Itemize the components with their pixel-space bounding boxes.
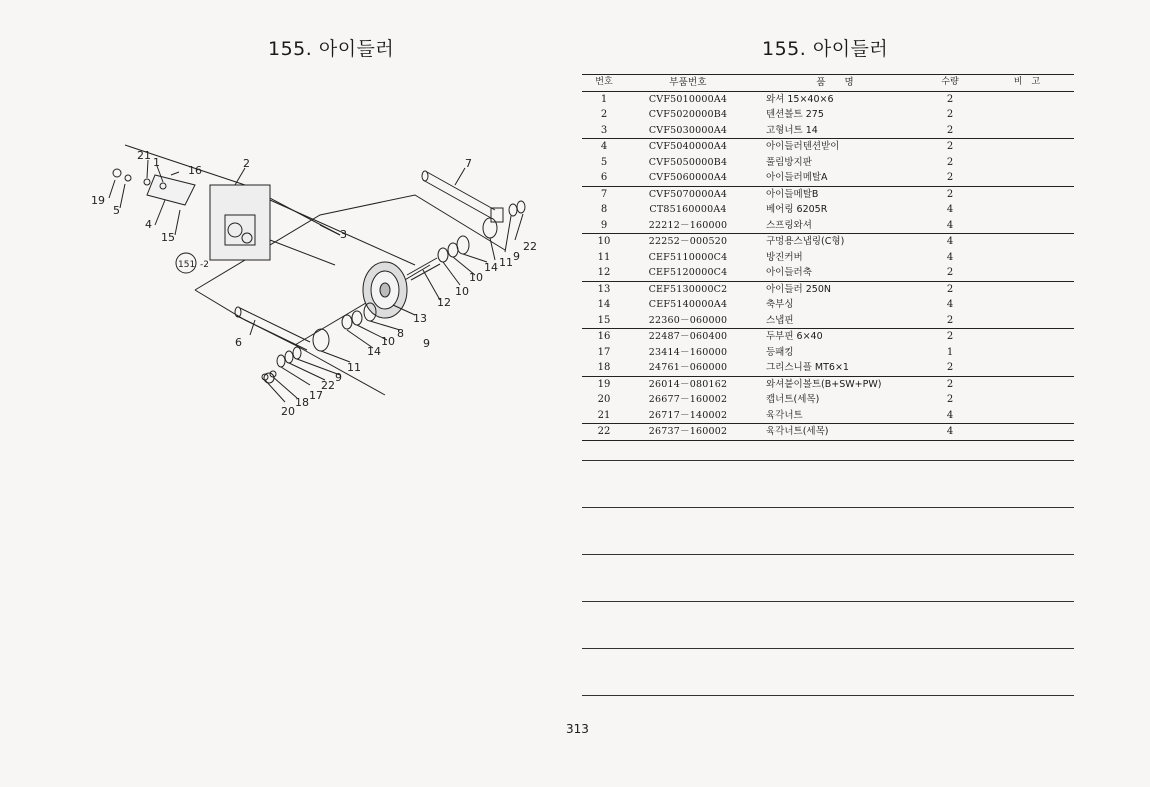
callout-18: 18: [295, 396, 309, 409]
cell-name: 아이들러텐션받이: [766, 141, 840, 152]
cell-part-no: 22252－000520: [648, 236, 728, 247]
table-row: [582, 187, 1074, 203]
table-row: [582, 123, 1074, 140]
cell-no: 21: [597, 409, 611, 421]
cell-note: [980, 329, 1074, 345]
callout-1: 1: [153, 156, 160, 169]
callout-22-lower: 22: [321, 379, 335, 392]
cell-qty: 2: [946, 378, 954, 390]
header-qty: 수량: [941, 77, 959, 87]
cell-note: [980, 297, 1074, 313]
table-row: [582, 360, 1074, 377]
table-row: [582, 170, 1074, 187]
cell-no: 22: [597, 426, 611, 437]
callout-3: 3: [340, 228, 347, 241]
cell-part-no: CVF5030000A4: [648, 124, 728, 136]
cell-name: 캡너트(세목): [766, 394, 820, 405]
table-row: [582, 345, 1074, 361]
callout-2: 2: [243, 157, 250, 170]
cell-note: [980, 155, 1074, 171]
cell-part-no: 26717－140002: [648, 409, 728, 421]
table-row: [582, 202, 1074, 218]
cell-note: [980, 345, 1074, 361]
cell-name: 스프링와셔: [766, 219, 812, 231]
cell-part-no: 26014－080162: [648, 378, 728, 390]
blank-ruled-line: [582, 695, 1074, 696]
cell-no: 9: [600, 219, 608, 231]
cell-note: [980, 250, 1074, 266]
cell-note: [980, 360, 1074, 376]
callout-8: 8: [397, 327, 404, 340]
cell-qty: 2: [946, 172, 954, 183]
callout-151-suffix: -2: [200, 260, 209, 270]
cell-note: [980, 218, 1074, 234]
cell-part-no: CEF5110000C4: [648, 251, 728, 263]
cell-part-no: CVF5040000A4: [648, 141, 728, 152]
table-row: [582, 265, 1074, 282]
cell-name: 구멍용스냅링(C형): [766, 236, 845, 247]
cell-note: [980, 187, 1074, 203]
cell-name: 텐션볼트 275: [766, 109, 824, 120]
callout-9-upper: 9: [513, 250, 520, 263]
callout-10-upper: 10: [469, 271, 483, 284]
cell-part-no: 22487－060400: [648, 331, 728, 342]
cell-note: [980, 313, 1074, 329]
callout-10-lower: 10: [381, 335, 395, 348]
cell-no: 12: [597, 267, 611, 278]
table-row: [582, 250, 1074, 266]
cell-note: [980, 92, 1074, 108]
cell-part-no: 26737－160002: [648, 426, 728, 437]
cell-name: 와셔 15×40×6: [766, 93, 834, 105]
cell-part-no: 26677－160002: [648, 394, 728, 405]
cell-qty: 2: [946, 267, 954, 278]
cell-note: [980, 265, 1074, 281]
cell-part-no: CEF5130000C2: [648, 283, 728, 295]
cell-no: 5: [600, 156, 608, 168]
cell-part-no: CEF5120000C4: [648, 267, 728, 278]
cell-no: 10: [597, 236, 611, 247]
cell-no: 11: [597, 251, 611, 263]
callout-9-lower: 9: [423, 337, 430, 350]
callout-13: 13: [413, 312, 427, 325]
callout-11-lower: 11: [347, 361, 361, 374]
header-no: 번호: [595, 77, 613, 87]
page-title-left: 155. 아이들러: [268, 38, 395, 60]
callout-6: 6: [235, 336, 242, 349]
cell-qty: 2: [946, 156, 954, 168]
cell-part-no: 22360－060000: [648, 314, 728, 326]
blank-ruled-line: [582, 460, 1074, 461]
callout-10-mid: 10: [455, 285, 469, 298]
cell-part-no: CEF5140000A4: [648, 299, 728, 310]
cell-qty: 2: [946, 283, 954, 295]
table-row: [582, 92, 1074, 108]
cell-qty: 4: [946, 236, 954, 247]
page-number: 313: [566, 722, 589, 736]
page-title-right: 155. 아이들러: [762, 38, 889, 60]
blank-ruled-line: [582, 601, 1074, 602]
callout-14-upper: 14: [484, 261, 498, 274]
cell-part-no: CVF5020000B4: [648, 109, 728, 120]
cell-name: 육각너트(세목): [766, 426, 829, 437]
cell-qty: 1: [946, 346, 954, 358]
cell-part-no: CVF5070000A4: [648, 188, 728, 200]
cell-note: [980, 107, 1074, 123]
cell-no: 20: [597, 394, 611, 405]
cell-name: 아이들러메탈A: [766, 172, 828, 183]
callout-5: 5: [113, 204, 120, 217]
cell-note: [980, 234, 1074, 250]
cell-qty: 4: [946, 409, 954, 421]
cell-part-no: CVF5050000B4: [648, 156, 728, 168]
cell-name: 베어링 6205R: [766, 204, 828, 215]
table-row: [582, 107, 1074, 123]
cell-name: 등패킹: [766, 346, 794, 358]
cell-no: 17: [597, 346, 611, 358]
cell-note: [980, 139, 1074, 155]
cell-qty: 4: [946, 299, 954, 310]
cell-part-no: CT85160000A4: [649, 204, 727, 215]
callout-14-lower: 14: [367, 345, 381, 358]
table-row: [582, 218, 1074, 235]
table-row: [582, 297, 1074, 313]
cell-no: 19: [597, 378, 611, 390]
cell-name: 아이들러축: [766, 267, 812, 278]
table-row: [582, 313, 1074, 330]
cell-name: 아이들메탈B: [766, 188, 819, 200]
table-row: [582, 234, 1074, 250]
cell-qty: 2: [946, 331, 954, 342]
cell-no: 6: [600, 172, 608, 183]
cell-name: 두부핀 6×40: [766, 331, 823, 342]
table-row: [582, 155, 1074, 171]
callout-21: 21: [137, 149, 151, 162]
callout-17: 17: [309, 389, 323, 402]
table-row: [582, 329, 1074, 345]
header-part-no: 부품번호: [669, 77, 707, 88]
callout-15: 15: [161, 231, 175, 244]
cell-no: 14: [597, 299, 611, 310]
cell-qty: 4: [946, 204, 954, 215]
callout-16: 16: [188, 164, 202, 177]
callout-19: 19: [91, 194, 105, 207]
callout-12: 12: [437, 296, 451, 309]
table-row: [582, 282, 1074, 298]
cell-name: 고형너트 14: [766, 124, 818, 136]
cell-no: 18: [597, 362, 611, 373]
cell-qty: 2: [946, 314, 954, 326]
table-row: [582, 377, 1074, 393]
callout-4: 4: [145, 218, 152, 231]
cell-note: [980, 202, 1074, 218]
idler-exploded-diagram: [85, 140, 555, 430]
table-header: [582, 74, 1074, 92]
cell-no: 16: [597, 331, 611, 342]
cell-name: 스냅핀: [766, 314, 794, 326]
cell-qty: 4: [946, 251, 954, 263]
callout-9-bottom: 9: [335, 371, 342, 384]
cell-note: [980, 377, 1074, 393]
cell-name: 와셔붙이볼트(B+SW+PW): [766, 378, 882, 390]
cell-no: 8: [600, 204, 608, 215]
header-note: 비 고: [1013, 77, 1041, 87]
cell-qty: 2: [946, 93, 954, 105]
cell-part-no: 22212－160000: [648, 219, 728, 231]
cell-name: 풀림방지판: [766, 156, 812, 168]
cell-no: 15: [597, 314, 611, 326]
callout-20: 20: [281, 405, 295, 418]
callout-151: 151: [178, 260, 196, 270]
cell-qty: 2: [946, 188, 954, 200]
parts-table: [582, 74, 1074, 441]
cell-name: 육각너트: [766, 409, 803, 421]
cell-no: 1: [600, 93, 608, 105]
cell-qty: 4: [946, 426, 954, 437]
cell-qty: 2: [946, 141, 954, 152]
cell-part-no: 24761－060000: [648, 362, 728, 373]
cell-qty: 4: [946, 219, 954, 231]
cell-name: 축부싱: [766, 299, 794, 310]
callout-7: 7: [465, 157, 472, 170]
cell-note: [980, 282, 1074, 298]
cell-part-no: CVF5010000A4: [648, 93, 728, 105]
cell-note: [980, 170, 1074, 186]
cell-note: [980, 408, 1074, 424]
callout-11-upper: 11: [499, 256, 513, 269]
cell-qty: 2: [946, 362, 954, 373]
header-name: 품 명: [816, 77, 854, 88]
cell-qty: 2: [946, 124, 954, 136]
table-row: [582, 424, 1074, 441]
cell-no: 3: [600, 124, 608, 136]
table-row: [582, 408, 1074, 425]
callout-22: 22: [523, 240, 537, 253]
cell-part-no: CVF5060000A4: [648, 172, 728, 183]
blank-ruled-line: [582, 507, 1074, 508]
cell-name: 아이들러 250N: [766, 283, 831, 295]
cell-name: 그리스니플 MT6×1: [766, 362, 849, 373]
cell-no: 13: [597, 283, 611, 295]
cell-name: 방진커버: [766, 251, 803, 263]
cell-note: [980, 392, 1074, 408]
table-row: [582, 139, 1074, 155]
blank-ruled-line: [582, 648, 1074, 649]
cell-no: 4: [600, 141, 608, 152]
blank-ruled-line: [582, 554, 1074, 555]
cell-note: [980, 424, 1074, 440]
table-row: [582, 392, 1074, 408]
cell-no: 7: [600, 188, 608, 200]
cell-qty: 2: [946, 109, 954, 120]
cell-no: 2: [600, 109, 608, 120]
cell-note: [980, 123, 1074, 139]
cell-qty: 2: [946, 394, 954, 405]
cell-part-no: 23414－160000: [648, 346, 728, 358]
